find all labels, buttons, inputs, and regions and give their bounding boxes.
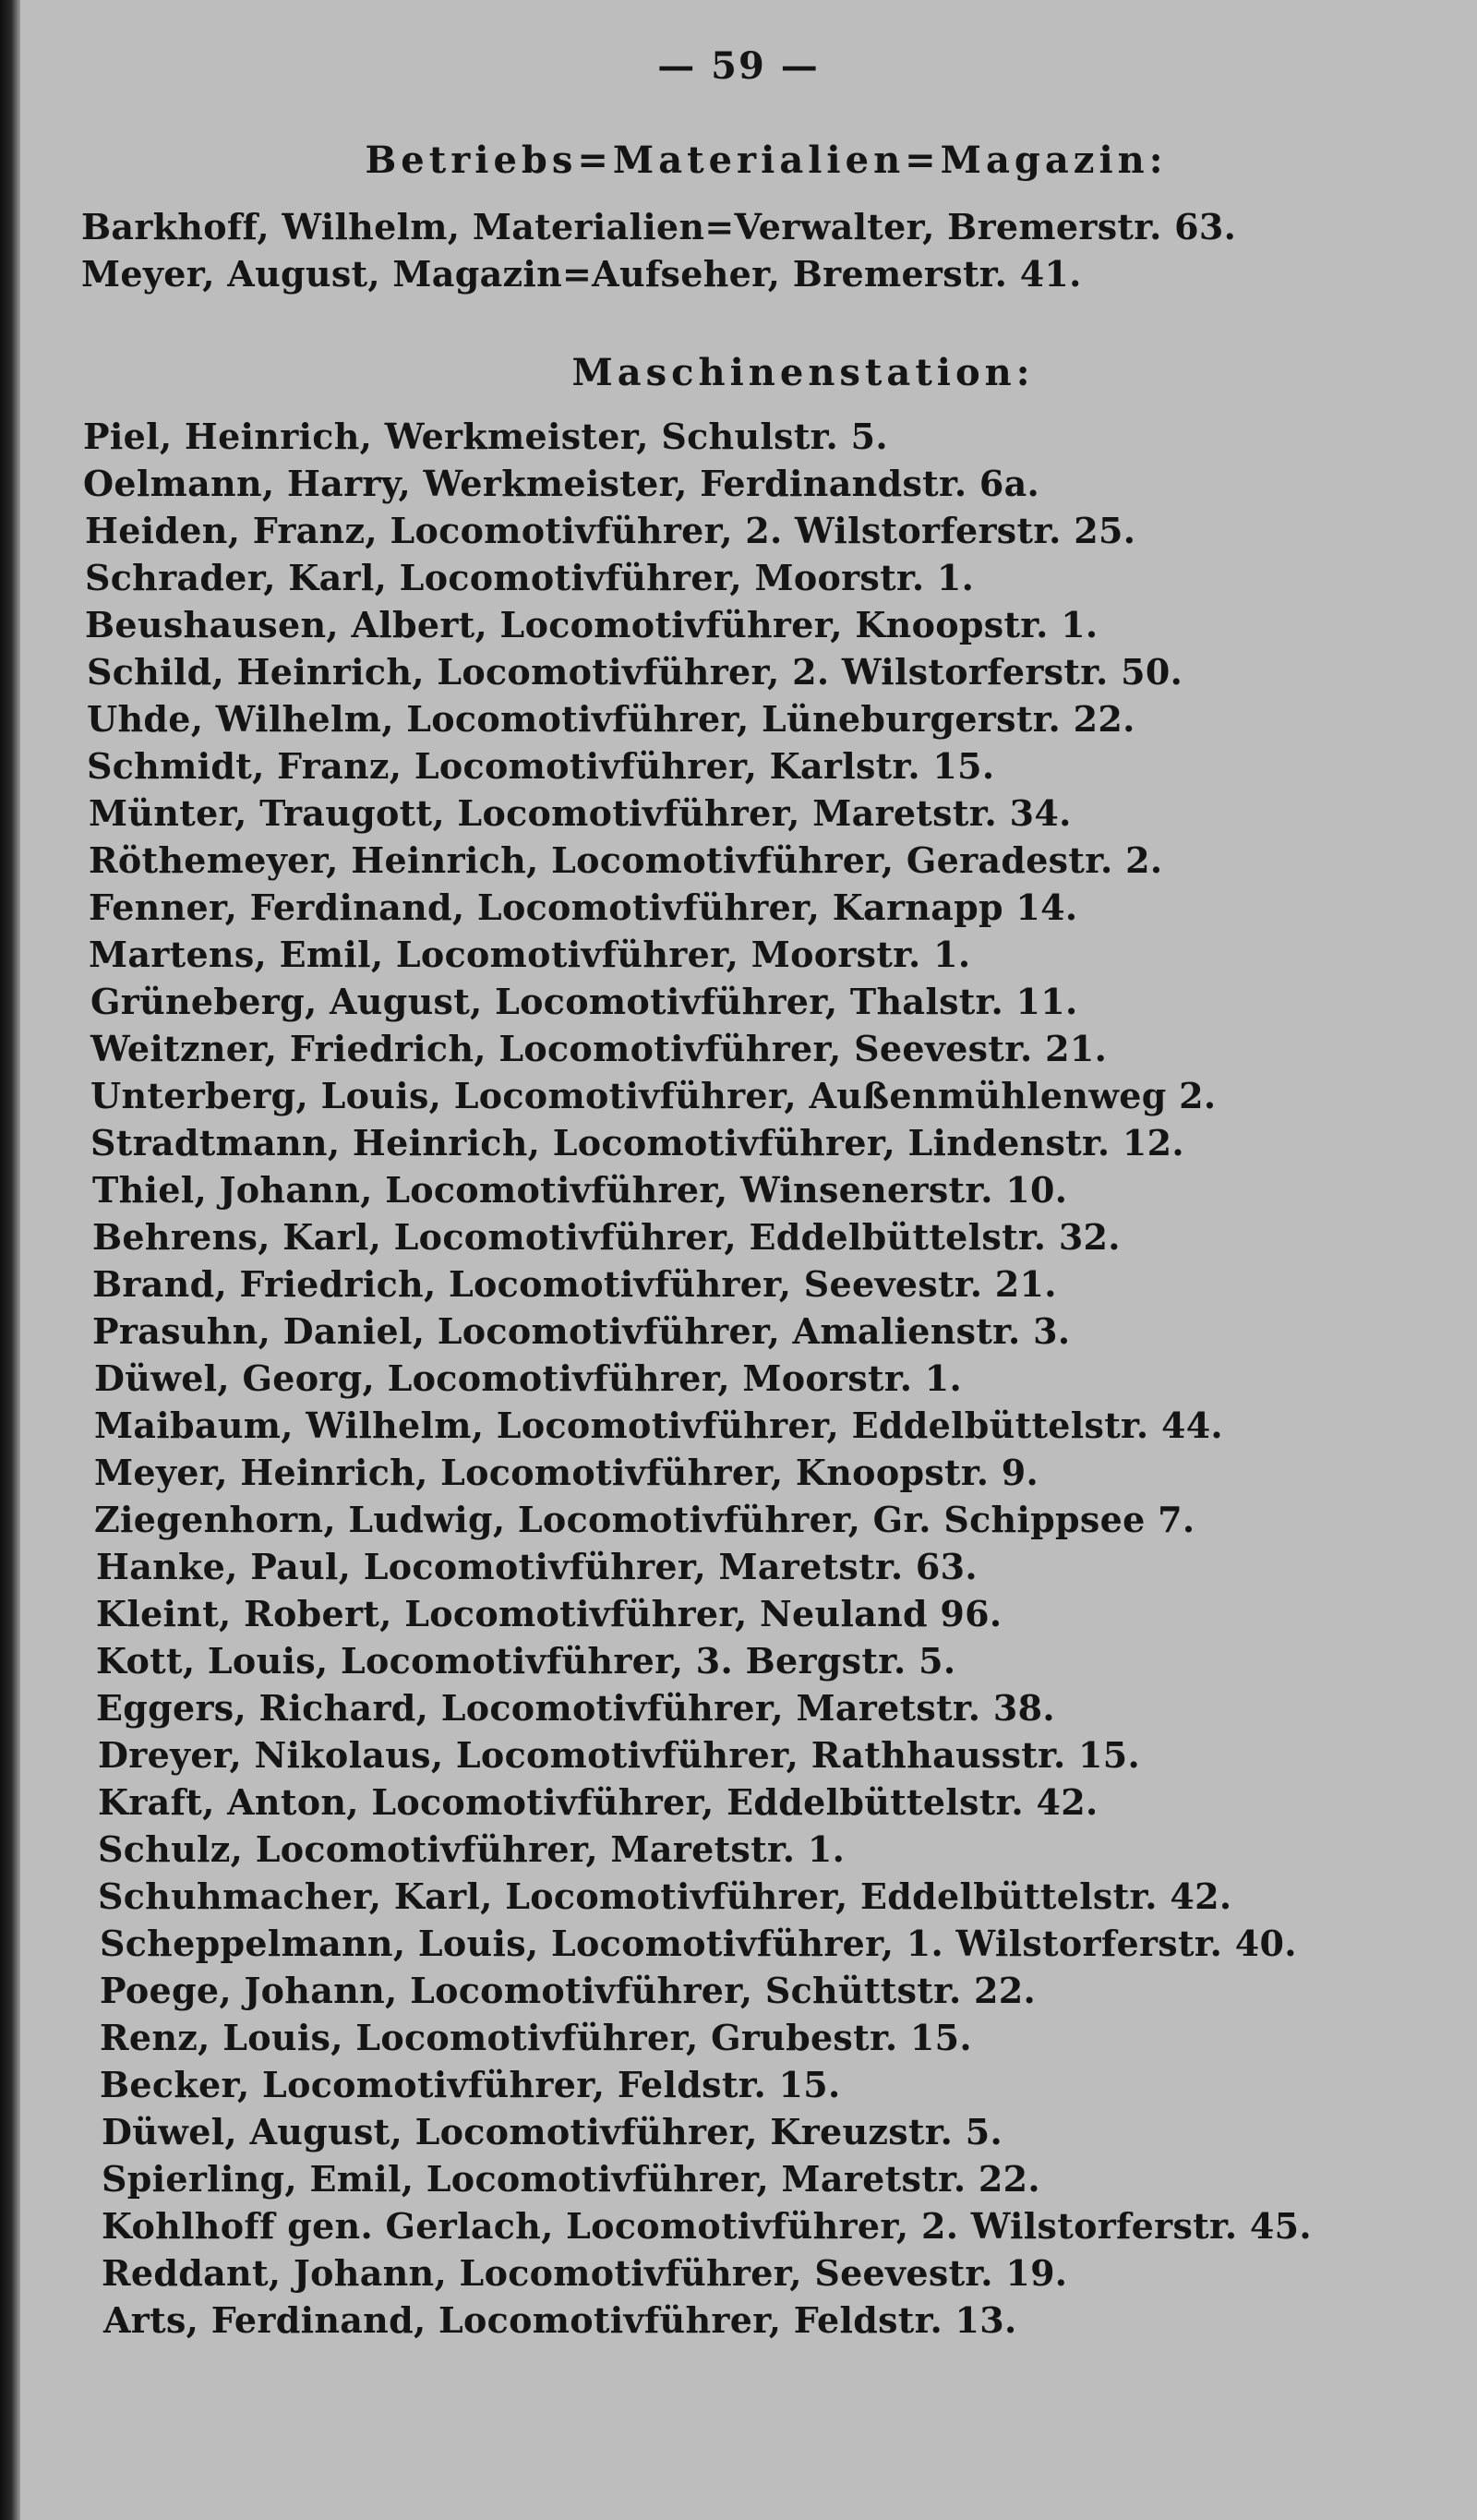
list-item: Becker, Locomotivführer, Feldstr. 15. <box>100 2064 841 2105</box>
list-item: Düwel, August, Locomotivführer, Kreuzstr. 5. <box>102 2111 1003 2152</box>
list-item: Röthemeyer, Heinrich, Locomotivführer, Geradestr. 2. <box>89 839 1163 881</box>
list-item: Schrader, Karl, Locomotivführer, Moorstr. 1. <box>85 557 975 598</box>
list-item: Arts, Ferdinand, Locomotivführer, Feldstr. 13. <box>103 2299 1017 2341</box>
list-item: Spierling, Emil, Locomotivführer, Maretstr. 22. <box>102 2158 1040 2200</box>
list-item: Piel, Heinrich, Werkmeister, Schulstr. 5. <box>83 416 888 457</box>
list-item: Martens, Emil, Locomotivführer, Moorstr. 1. <box>89 934 971 975</box>
page-number: — 59 — <box>657 44 820 88</box>
list-item: Thiel, Johann, Locomotivführer, Winsenerstr. 10. <box>92 1169 1068 1211</box>
list-item: Fenner, Ferdinand, Locomotivführer, Karnapp 14. <box>89 886 1078 928</box>
list-item: Grüneberg, August, Locomotivführer, Thalstr. 11. <box>90 981 1078 1022</box>
list-item: Reddant, Johann, Locomotivführer, Seevestr. 19. <box>102 2252 1068 2294</box>
list-item: Hanke, Paul, Locomotivführer, Maretstr. 63. <box>96 1546 978 1587</box>
list-item: Weitzner, Friedrich, Locomotivführer, Seevestr. 21. <box>90 1028 1108 1069</box>
list-item: Kohlhoff gen. Gerlach, Locomotivführer, 2. Wilstorferstr. 45. <box>102 2205 1312 2247</box>
list-item: Dreyer, Nikolaus, Locomotivführer, Rathhausstr. 15. <box>98 1734 1141 1776</box>
list-item: Brand, Friedrich, Locomotivführer, Seevestr. 21. <box>92 1263 1057 1305</box>
list-item: Beushausen, Albert, Locomotivführer, Knoopstr. 1. <box>85 604 1099 645</box>
list-item: Maibaum, Wilhelm, Locomotivführer, Eddelbüttelstr. 44. <box>94 1405 1223 1446</box>
list-item: Kott, Louis, Locomotivführer, 3. Bergstr. 5. <box>96 1640 956 1682</box>
section-heading-betriebs-materialien-magazin: Betriebs=Materialien=Magazin: <box>365 139 1168 182</box>
list-item: Schild, Heinrich, Locomotivführer, 2. Wilstorferstr. 50. <box>87 651 1183 693</box>
list-item: Kraft, Anton, Locomotivführer, Eddelbüttelstr. 42. <box>98 1781 1099 1823</box>
list-item: Uhde, Wilhelm, Locomotivführer, Lüneburgerstr. 22. <box>87 698 1135 740</box>
list-item: Münter, Traugott, Locomotivführer, Maretstr. 34. <box>89 792 1072 834</box>
list-item: Barkhoff, Wilhelm, Materialien=Verwalter, Bremerstr. 63. <box>81 206 1237 247</box>
list-item: Oelmann, Harry, Werkmeister, Ferdinandstr. 6a. <box>83 463 1040 504</box>
list-item: Schulz, Locomotivführer, Maretstr. 1. <box>98 1828 846 1870</box>
list-item: Renz, Louis, Locomotivführer, Grubestr. 15. <box>100 2017 972 2058</box>
list-item: Kleint, Robert, Locomotivführer, Neuland 96. <box>96 1593 1003 1634</box>
list-item: Ziegenhorn, Ludwig, Locomotivführer, Gr. Schippsee 7. <box>94 1499 1195 1540</box>
list-item: Unterberg, Louis, Locomotivführer, Außenmühlenweg 2. <box>90 1075 1217 1116</box>
list-item: Heiden, Franz, Locomotivführer, 2. Wilstorferstr. 25. <box>85 510 1136 551</box>
list-item: Scheppelmann, Louis, Locomotivführer, 1. Wilstorferstr. 40. <box>100 1923 1297 1964</box>
list-item: Schmidt, Franz, Locomotivführer, Karlstr. 15. <box>87 745 995 787</box>
list-item: Stradtmann, Heinrich, Locomotivführer, Lindenstr. 12. <box>90 1122 1184 1164</box>
list-item: Behrens, Karl, Locomotivführer, Eddelbüttelstr. 32. <box>92 1216 1121 1258</box>
section-heading-maschinenstation: Maschinenstation: <box>571 351 1035 394</box>
list-item: Meyer, Heinrich, Locomotivführer, Knoopstr. 9. <box>94 1452 1039 1493</box>
list-item: Prasuhn, Daniel, Locomotivführer, Amalienstr. 3. <box>92 1310 1071 1352</box>
list-item: Schuhmacher, Karl, Locomotivführer, Eddelbüttelstr. 42. <box>98 1875 1232 1917</box>
list-item: Düwel, Georg, Locomotivführer, Moorstr. 1. <box>94 1357 963 1399</box>
list-item: Poege, Johann, Locomotivführer, Schüttstr. 22. <box>100 1970 1037 2011</box>
list-item: Meyer, August, Magazin=Aufseher, Bremerstr. 41. <box>81 253 1082 295</box>
list-item: Eggers, Richard, Locomotivführer, Maretstr. 38. <box>96 1687 1055 1729</box>
